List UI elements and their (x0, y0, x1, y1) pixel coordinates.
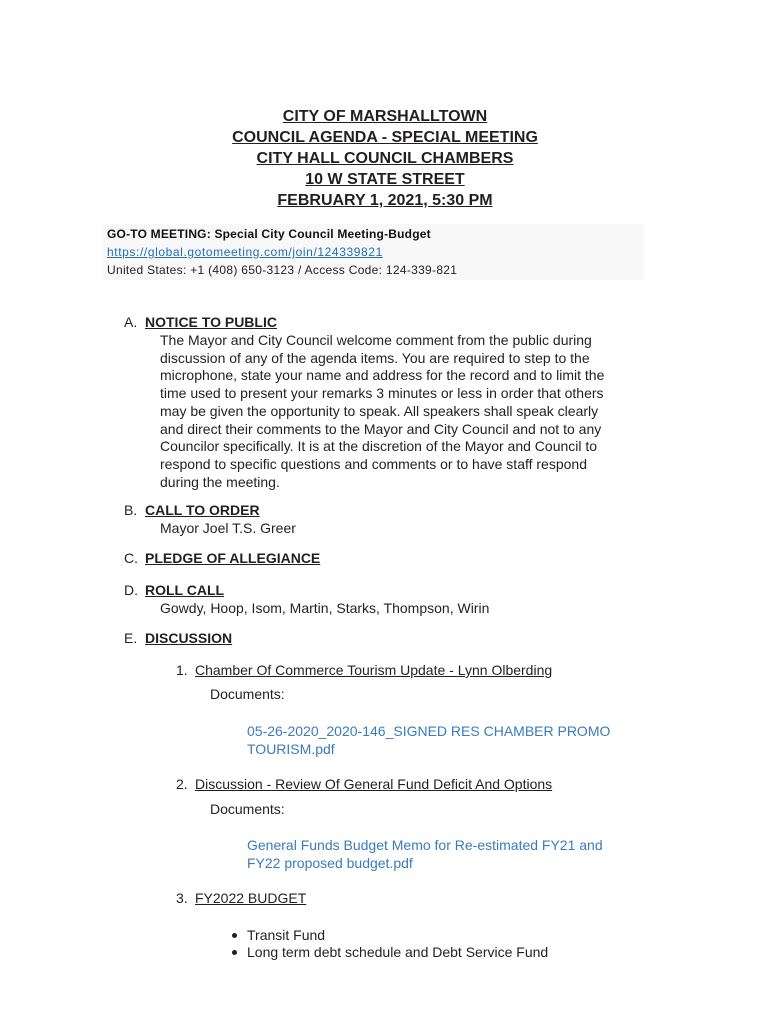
gotomeeting-link[interactable]: https://global.gotomeeting.com/join/124339821 (107, 245, 383, 259)
meeting-address: 10 W STATE STREET (305, 171, 465, 188)
notice-line: Councilor specifically. It is at the discretion of the Mayor and Council to (160, 438, 598, 455)
notice-line: may be given the opportunity to speak. All speakers shall speak clearly (160, 402, 599, 419)
item-title[interactable]: FY2022 BUDGET (195, 890, 307, 906)
section-title: PLEDGE OF ALLEGIANCE (145, 550, 321, 566)
roll-call-names: Gowdy, Hoop, Isom, Martin, Starks, Thompson, Wirin (160, 600, 490, 616)
city-name: CITY OF MARSHALLTOWN (282, 108, 488, 125)
gotomeeting-box (103, 224, 644, 280)
notice-line: and direct their comments to the Mayor and City Council and not to any (160, 420, 602, 437)
gotomeeting-phone: United States: +1 (408) 650-3123 / Access Code: 124-339-821 (107, 263, 458, 277)
section-title: DISCUSSION (145, 630, 233, 646)
notice-line: discussion of any of the agenda items. You are required to step to the (160, 349, 590, 366)
meeting-location: CITY HALL COUNCIL CHAMBERS (256, 150, 514, 167)
bullet-text: Long term debt schedule and Debt Service Fund (247, 944, 549, 960)
document-link[interactable] (247, 837, 647, 872)
documents-label: Documents: (210, 801, 285, 817)
notice-line: respond to specific questions and comments or to have staff respond (160, 455, 587, 472)
notice-line: The Mayor and City Council welcome comment from the public during (160, 332, 592, 348)
document-link-line[interactable]: FY22 proposed budget.pdf (247, 854, 413, 871)
bullet-icon (232, 933, 237, 938)
call-to-order-text: Mayor Joel T.S. Greer (160, 520, 296, 536)
document-link-line[interactable]: TOURISM.pdf (247, 740, 335, 757)
section-letter: A. (124, 314, 138, 330)
agenda-title: COUNCIL AGENDA - SPECIAL MEETING (232, 129, 538, 146)
section-letter: E. (124, 630, 138, 646)
bullet-icon (232, 950, 237, 955)
item-number: 3. (176, 890, 188, 906)
gotomeeting-title: GO-TO MEETING: Special City Council Meeting-Budget (107, 227, 431, 241)
meeting-date: FEBRUARY 1, 2021, 5:30 PM (277, 192, 493, 209)
document-link-line[interactable]: General Funds Budget Memo for Re-estimated FY21 and (247, 837, 603, 853)
section-title: CALL TO ORDER (145, 502, 260, 518)
item-title[interactable]: Chamber Of Commerce Tourism Update - Lynn Olberding (195, 662, 553, 678)
document-link[interactable] (247, 723, 647, 758)
section-letter: C. (124, 550, 138, 566)
agenda-header (0, 106, 770, 211)
item-title[interactable]: Discussion - Review Of General Fund Deficit And Options (195, 776, 553, 792)
notice-line: during the meeting. (160, 473, 280, 490)
notice-line: microphone, state your name and address for the record and to limit the (160, 367, 605, 384)
documents-label: Documents: (210, 686, 285, 702)
item-number: 2. (176, 776, 188, 792)
notice-line: time used to present your remarks 3 minutes or less in order that others (160, 385, 604, 402)
notice-text (160, 332, 630, 491)
section-title: ROLL CALL (145, 582, 225, 598)
bullet-text: Transit Fund (247, 927, 326, 943)
section-letter: D. (124, 582, 138, 598)
section-letter: B. (124, 502, 138, 518)
document-link-line[interactable]: 05-26-2020_2020-146_SIGNED RES CHAMBER PROMO (247, 723, 611, 739)
section-title: NOTICE TO PUBLIC (145, 314, 277, 330)
item-number: 1. (176, 662, 188, 678)
